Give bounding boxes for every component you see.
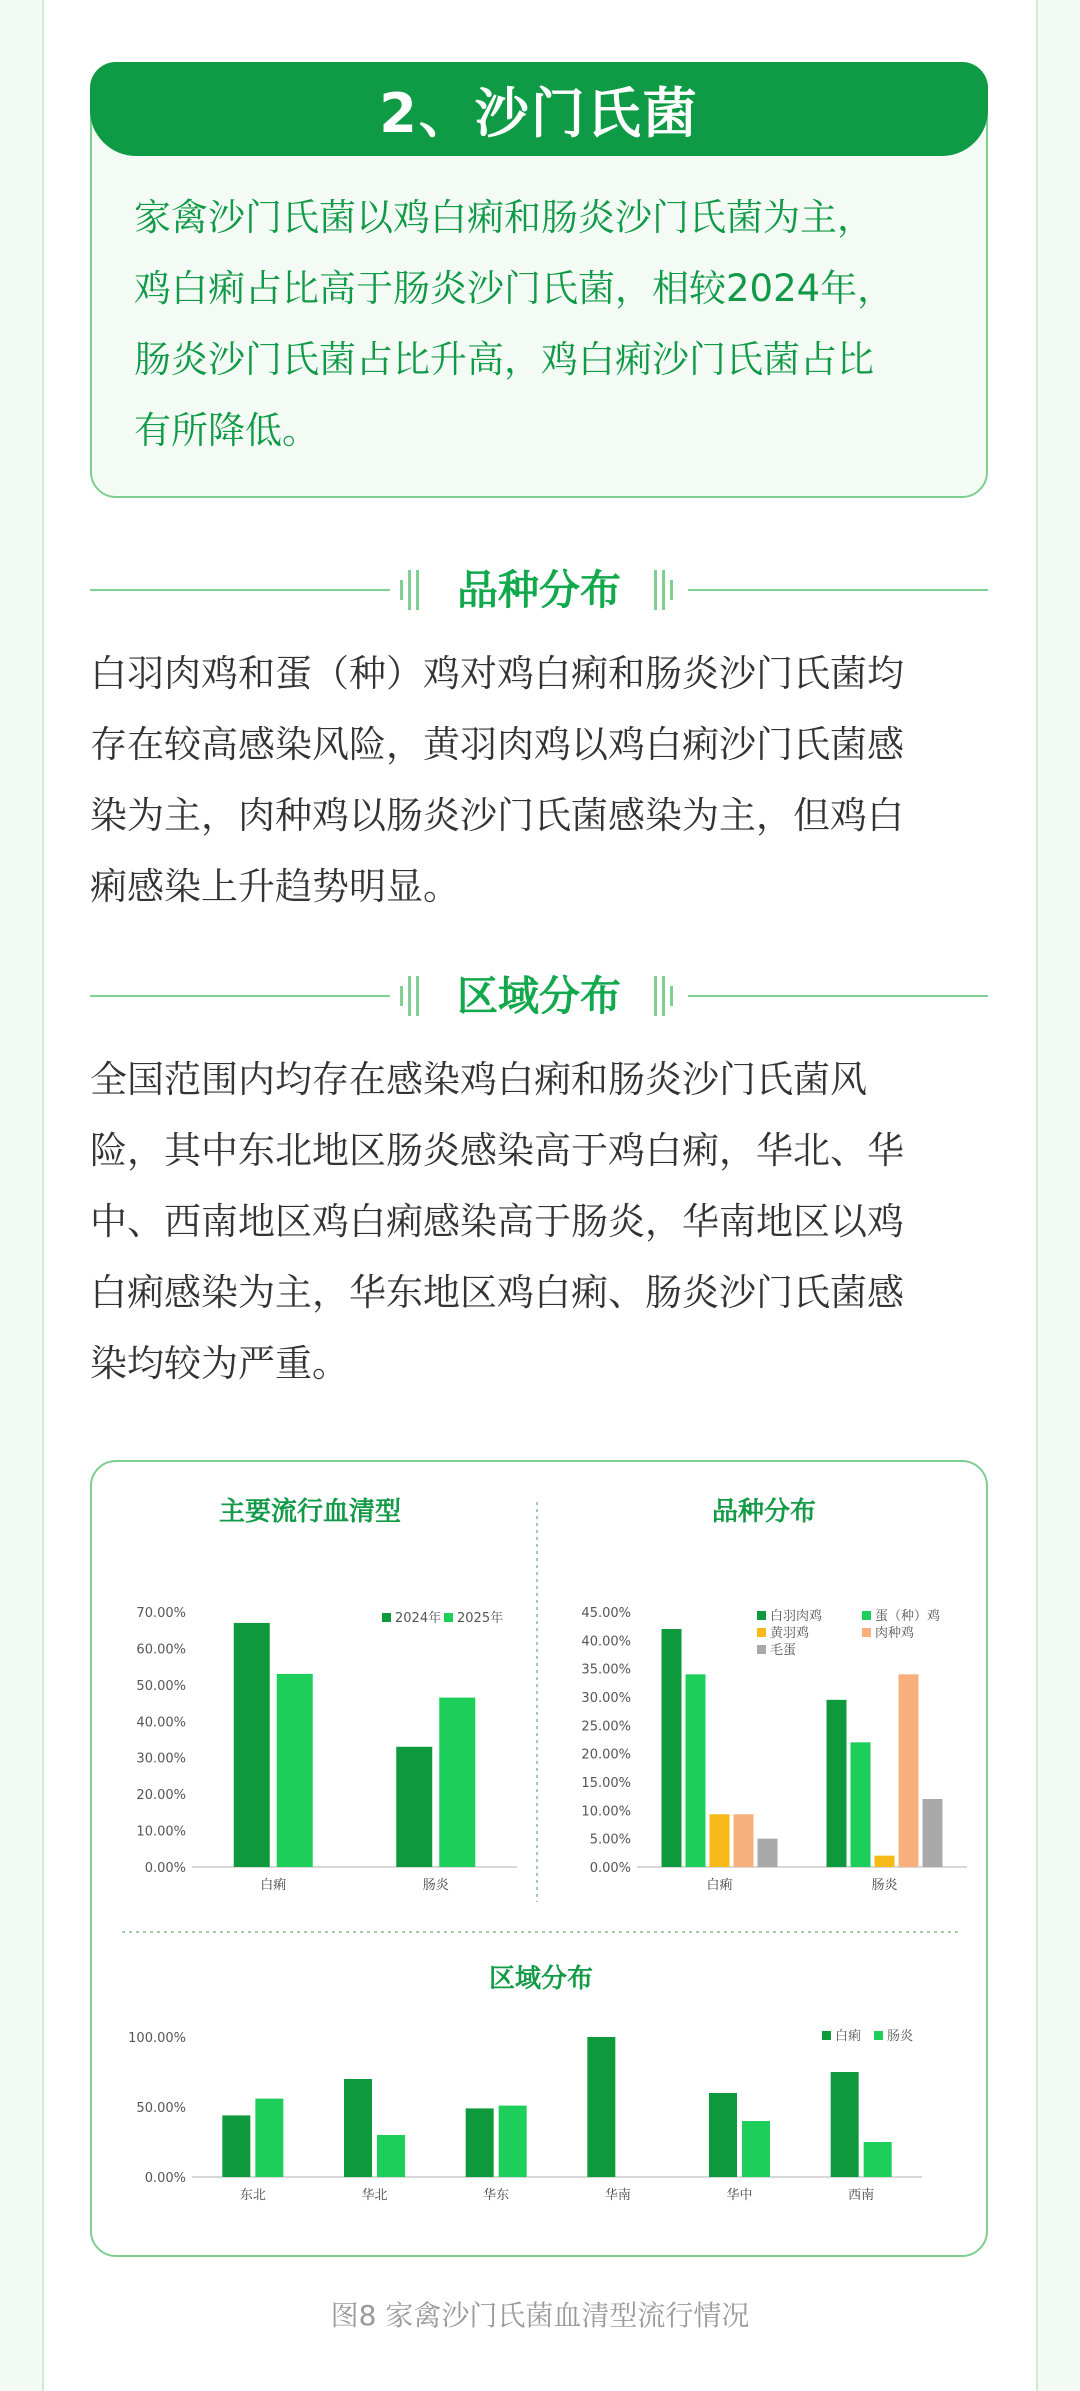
summary-line: 有所降低。 [134, 409, 319, 452]
breed-line: 存在较高感染风险，黄羽肉鸡以鸡白痢沙门氏菌感 [90, 723, 904, 766]
figure-caption: 图8 家禽沙门氏菌血清型流行情况 [330, 2299, 750, 2332]
legend-label: 白痢 [835, 2029, 862, 2044]
y-tick-label: 0.00% [589, 1861, 631, 1876]
y-tick-label: 15.00% [581, 1776, 631, 1791]
y-tick-label: 45.00% [581, 1606, 631, 1621]
y-tick-label: 50.00% [136, 2101, 186, 2116]
y-tick-label: 25.00% [581, 1719, 631, 1735]
legend-swatch [444, 1613, 453, 1622]
x-tick-label: 白痢 [706, 1878, 733, 1893]
section-summary [134, 182, 954, 466]
y-tick-label: 35.00% [581, 1662, 631, 1678]
region-line: 白痢感染为主，华东地区鸡白痢、肠炎沙门氏菌感 [90, 1271, 904, 1314]
bar [396, 1747, 432, 1867]
breed-paragraph [90, 638, 990, 922]
legend-swatch [757, 1611, 766, 1620]
region-subheading [90, 966, 988, 1026]
legend-label: 2024年 [395, 1611, 442, 1626]
summary-line: 鸡白痢占比高于肠炎沙门氏菌，相较2024年， [134, 267, 895, 310]
bar [734, 1814, 754, 1867]
bar [758, 1839, 778, 1867]
summary-line: 肠炎沙门氏菌占比升高，鸡白痢沙门氏菌占比 [134, 338, 874, 381]
bar [499, 2106, 527, 2177]
bar [222, 2115, 250, 2177]
bar [709, 2093, 737, 2177]
x-tick-label: 华东 [483, 2188, 510, 2203]
legend-label: 肠炎 [887, 2029, 914, 2044]
legend-swatch [757, 1645, 766, 1654]
bar [234, 1623, 270, 1867]
legend-label: 毛蛋 [770, 1643, 797, 1658]
divider-bars [654, 570, 678, 610]
bar [344, 2079, 372, 2177]
y-tick-label: 20.00% [136, 1788, 186, 1804]
bar [899, 1674, 919, 1867]
chart-title: 主要流行血清型 [218, 1497, 402, 1527]
y-tick-label: 50.00% [136, 1678, 186, 1694]
divider-line [688, 589, 988, 591]
breed-line: 染为主，肉种鸡以肠炎沙门氏菌感染为主，但鸡白 [90, 794, 904, 837]
y-tick-label: 20.00% [581, 1747, 631, 1763]
legend-swatch [862, 1611, 871, 1620]
x-tick-label: 肠炎 [422, 1878, 449, 1893]
region-heading: 区域分布 [457, 972, 621, 1020]
y-tick-label: 70.00% [136, 1606, 186, 1621]
bar [277, 1674, 313, 1867]
breed-line: 白羽肉鸡和蛋（种）鸡对鸡白痢和肠炎沙门氏菌均 [90, 652, 904, 695]
divider-bars [654, 976, 678, 1016]
y-tick-label: 5.00% [589, 1832, 631, 1848]
bar [923, 1799, 943, 1867]
legend-swatch [757, 1628, 766, 1637]
chart-title: 区域分布 [488, 1964, 594, 1994]
bar [587, 2037, 615, 2177]
x-tick-label: 西南 [848, 2188, 875, 2203]
legend-swatch [822, 2031, 831, 2040]
region-line: 中、西南地区鸡白痢感染高于肠炎，华南地区以鸡 [90, 1200, 904, 1243]
region-line: 全国范围内均存在感染鸡白痢和肠炎沙门氏菌风 [90, 1058, 867, 1101]
divider-line [688, 995, 988, 997]
y-tick-label: 60.00% [136, 1642, 186, 1658]
bar [875, 1856, 895, 1867]
x-tick-label: 白痢 [260, 1878, 287, 1893]
section-title: 2、沙门氏菌 [90, 62, 988, 156]
legend-swatch [874, 2031, 883, 2040]
chart-card [90, 1460, 988, 2257]
bar [864, 2142, 892, 2177]
y-tick-label: 0.00% [144, 2171, 186, 2186]
y-tick-label: 10.00% [581, 1804, 631, 1820]
legend-label: 黄羽鸡 [770, 1626, 810, 1641]
y-tick-label: 40.00% [136, 1715, 186, 1731]
bar [710, 1814, 730, 1867]
legend-swatch [862, 1628, 871, 1637]
legend-label: 2025年 [457, 1611, 504, 1626]
breed-subheading [90, 560, 988, 620]
bar [466, 2108, 494, 2177]
x-tick-label: 华中 [726, 2188, 753, 2203]
bar [377, 2135, 405, 2177]
bar [686, 1674, 706, 1867]
y-tick-label: 30.00% [136, 1751, 186, 1767]
bar [439, 1698, 475, 1867]
legend-swatch [382, 1613, 391, 1622]
breed-heading: 品种分布 [457, 566, 621, 614]
breed-line: 痢感染上升趋势明显。 [90, 865, 460, 908]
region-paragraph [90, 1044, 990, 1399]
bar [662, 1629, 682, 1867]
bar [831, 2072, 859, 2177]
y-tick-label: 0.00% [144, 1861, 186, 1876]
charts-svg [92, 1462, 990, 2259]
summary-line: 家禽沙门氏菌以鸡白痢和肠炎沙门氏菌为主， [134, 196, 874, 239]
y-tick-label: 10.00% [136, 1824, 186, 1840]
legend-label: 白羽肉鸡 [770, 1609, 823, 1624]
chart-title: 品种分布 [711, 1497, 817, 1527]
bar [742, 2121, 770, 2177]
x-tick-label: 华北 [361, 2188, 388, 2203]
y-tick-label: 100.00% [128, 2031, 186, 2046]
region-line: 染均较为严重。 [90, 1342, 349, 1385]
bar [827, 1700, 847, 1867]
x-tick-label: 华南 [604, 2188, 631, 2203]
x-tick-label: 东北 [239, 2188, 266, 2203]
region-line: 险，其中东北地区肠炎感染高于鸡白痢，华北、华 [90, 1129, 904, 1172]
y-tick-label: 40.00% [581, 1634, 631, 1650]
legend-label: 蛋（种）鸡 [875, 1609, 941, 1624]
legend-label: 肉种鸡 [875, 1626, 915, 1641]
x-tick-label: 肠炎 [871, 1878, 898, 1893]
bar [255, 2099, 283, 2177]
y-tick-label: 30.00% [581, 1691, 631, 1706]
bar [851, 1742, 871, 1867]
